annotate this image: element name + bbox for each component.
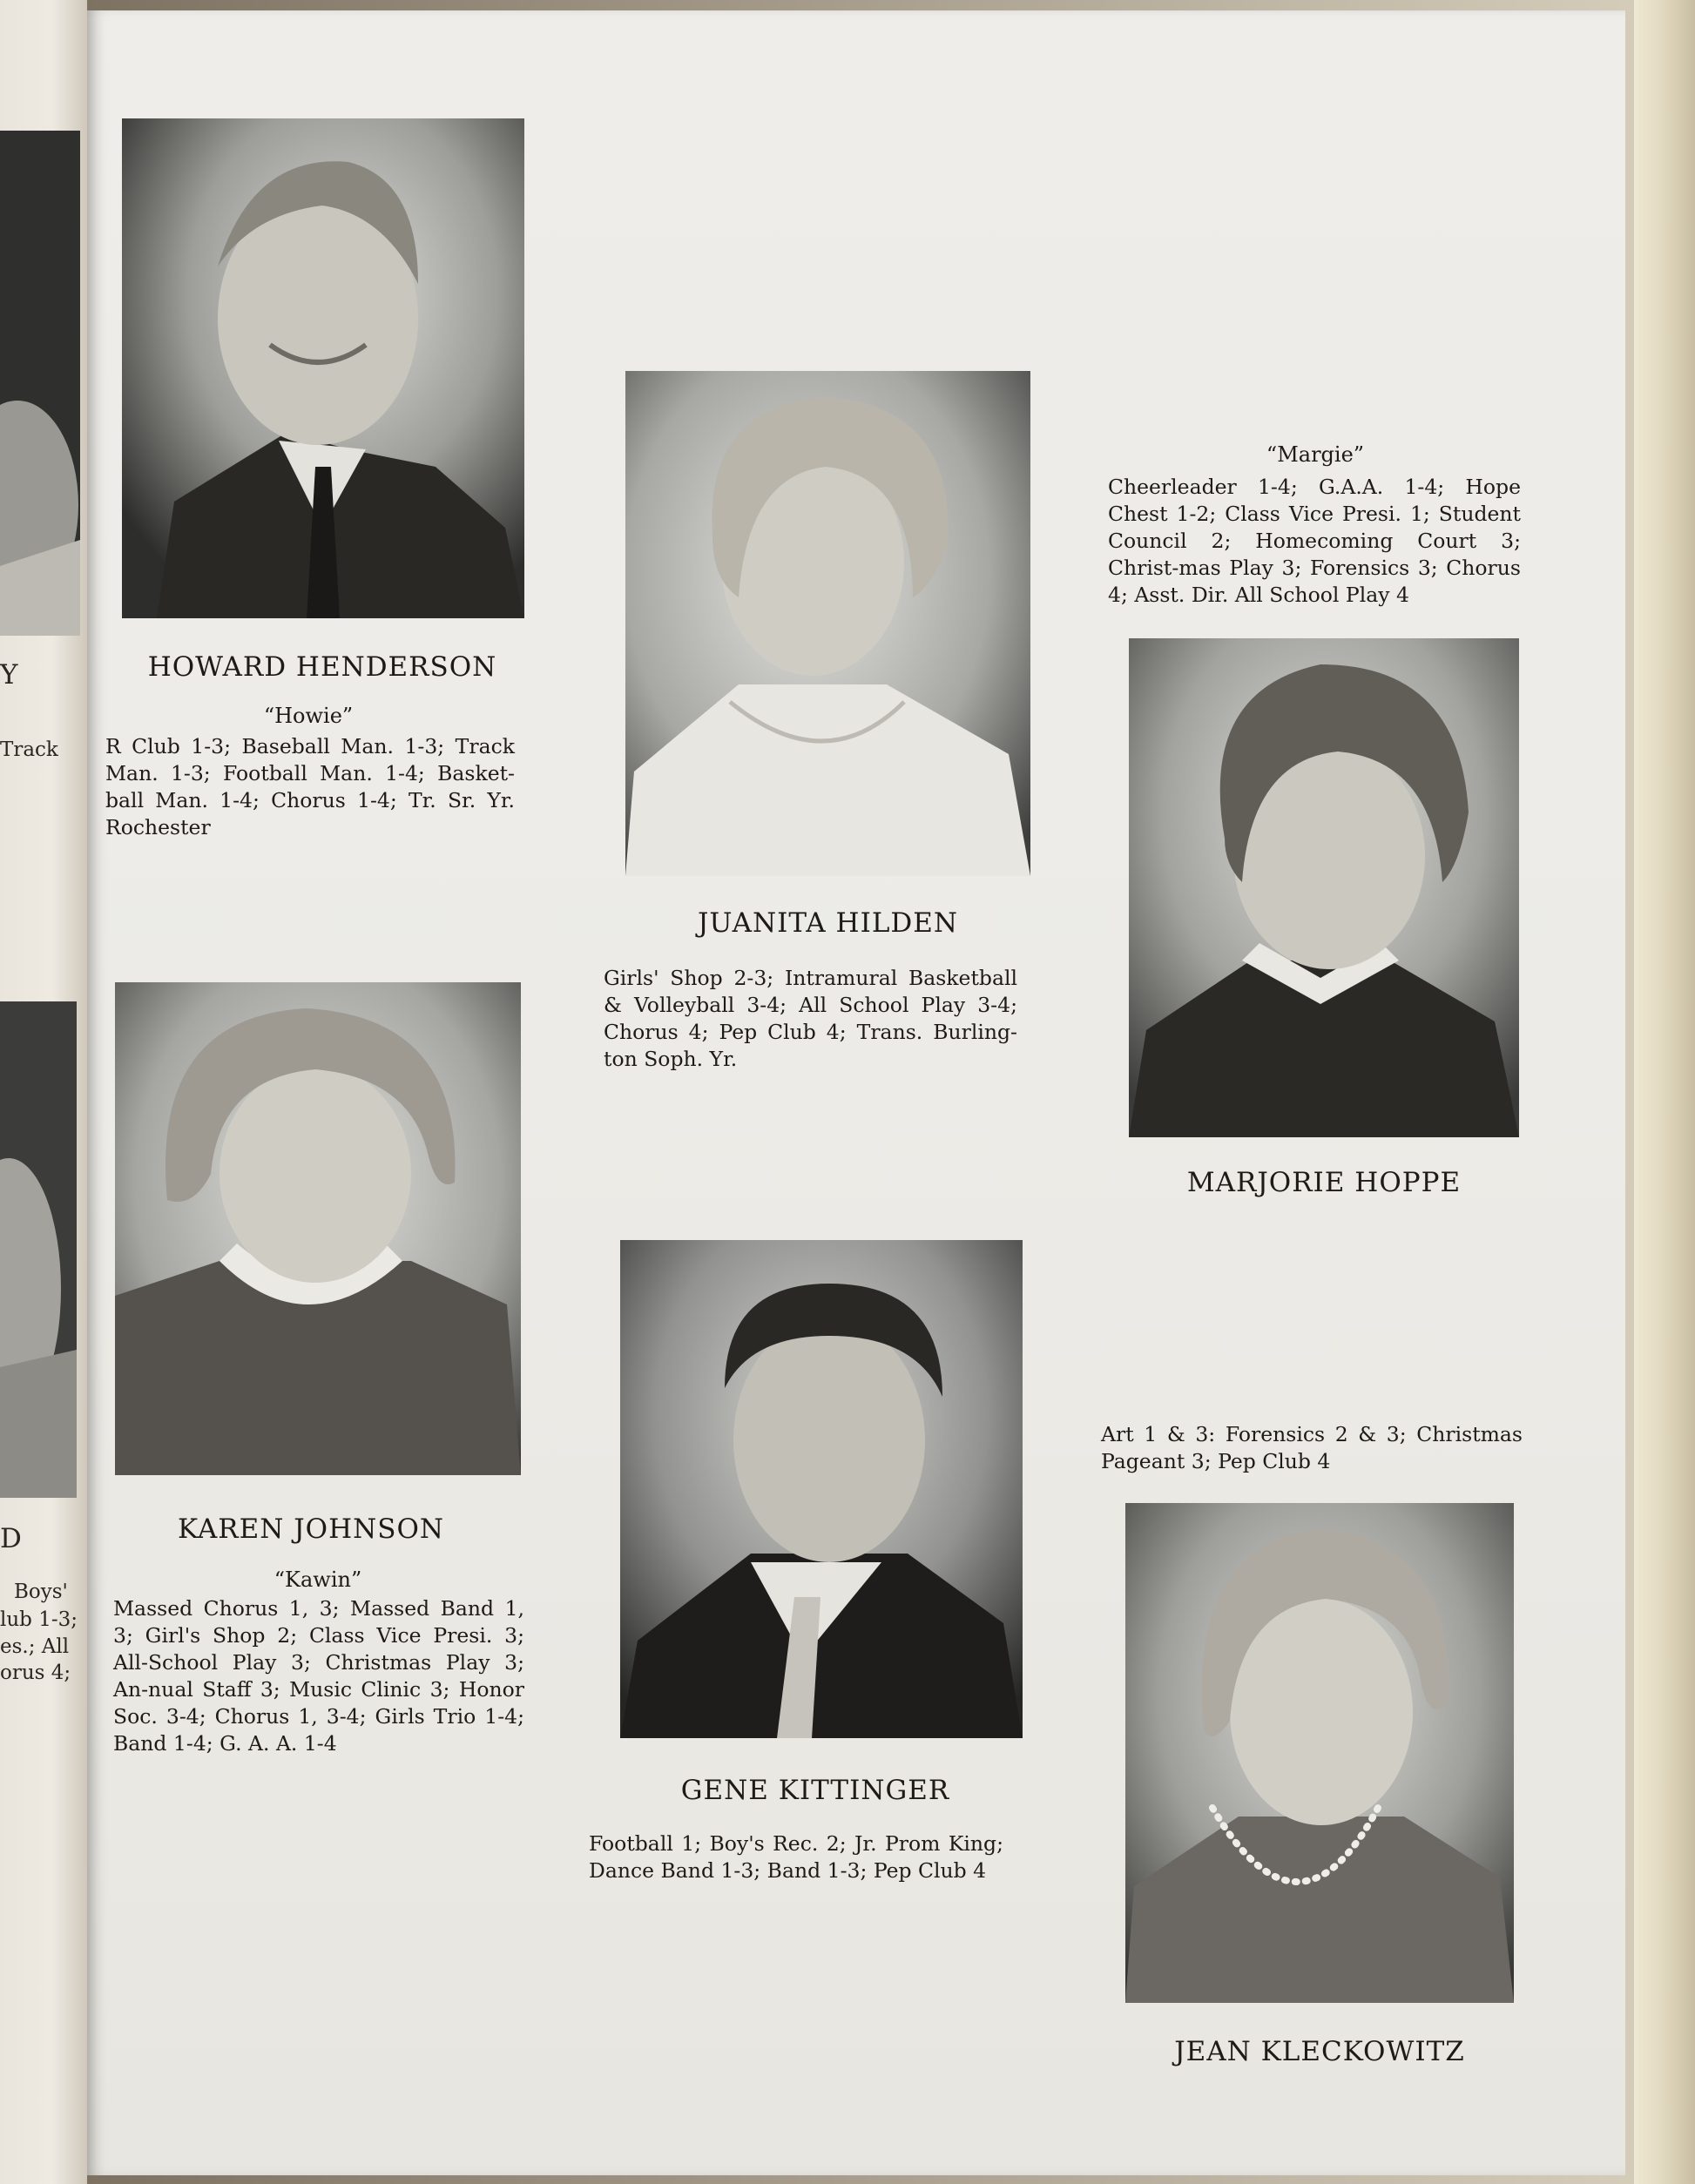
- left-page-name-fragment: D: [0, 1523, 22, 1554]
- student-portrait: [1129, 638, 1519, 1137]
- student-name: MARJORIE HOPPE: [1186, 1167, 1462, 1198]
- left-page-text-fragment: orus 4;: [0, 1662, 71, 1684]
- student-portrait: [620, 1240, 1023, 1738]
- student-portrait: [1125, 1503, 1514, 2003]
- student-nickname: “Howie”: [263, 704, 354, 728]
- student-activities: Art 1 & 3: Forensics 2 & 3; Christmas Pageant 3; Pep Club 4: [1101, 1422, 1523, 1473]
- student-activities: Cheerleader 1-4; G.A.A. 1-4; Hope Chest 1-2; Class Vice Presi. 1; Student Council 2; Homecoming Court 3; Christ-mas Play 3; Forensics 3; Chorus 4; Asst. Dir. All School Play 4: [1108, 475, 1521, 607]
- student-activities: Massed Chorus 1, 3; Massed Band 1, 3; Girl's Shop 2; Class Vice Presi. 3; All-School Play 3; Christmas Play 3; An-nual Staff 3; Music Clinic 3; Honor Soc. 3-4; Chorus 1, 3-4; Girls Trio 1-4; Band 1-4; G. A. A. 1-4: [113, 1596, 524, 1756]
- left-page-name-fragment: Y: [0, 659, 18, 691]
- left-page-text-fragment: lub 1-3;: [0, 1608, 78, 1631]
- left-page-text-fragment: Boys': [14, 1581, 68, 1603]
- student-portrait: [625, 371, 1030, 876]
- student-portrait: [115, 982, 521, 1475]
- student-name: JUANITA HILDEN: [697, 907, 959, 939]
- student-nickname: “Margie”: [1266, 442, 1365, 467]
- left-page-photo-bottom: [0, 1001, 77, 1498]
- student-name: HOWARD HENDERSON: [147, 651, 497, 683]
- student-nickname: “Kawin”: [273, 1567, 362, 1592]
- student-activities: R Club 1-3; Baseball Man. 1-3; Track Man. 1-3; Football Man. 1-4; Basket-ball Man. 1-4; Chorus 1-4; Tr. Sr. Yr. Rochester: [105, 734, 515, 839]
- left-page-text-fragment: Track: [0, 738, 58, 761]
- left-page-text-fragment: es.; All: [0, 1635, 70, 1658]
- student-portrait: [122, 118, 524, 618]
- student-name: JEAN KLECKOWITZ: [1174, 2036, 1465, 2067]
- cover-edge: [1634, 0, 1695, 2184]
- student-name: KAREN JOHNSON: [177, 1513, 445, 1545]
- left-page: [0, 0, 87, 2184]
- left-page-photo-top: [0, 131, 80, 636]
- student-activities: Football 1; Boy's Rec. 2; Jr. Prom King; Dance Band 1-3; Band 1-3; Pep Club 4: [589, 1831, 1003, 1883]
- student-activities: Girls' Shop 2-3; Intramural Basketball & Volleyball 3-4; All School Play 3-4; Chorus 4; Pep Club 4; Trans. Burling-ton Soph. Yr.: [604, 966, 1017, 1071]
- student-name: GENE KITTINGER: [680, 1775, 950, 1806]
